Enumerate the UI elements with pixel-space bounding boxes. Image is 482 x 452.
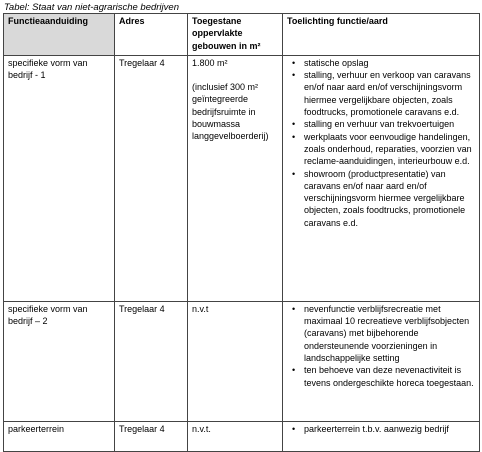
header-area: Toegestane oppervlakte gebouwen in m²	[188, 14, 283, 56]
table-caption: Tabel: Staat van niet-agrarische bedrijven	[4, 2, 179, 13]
list-item: • showroom (productpresentatie) van caravans en/of naar aard en/of verschijningsvorm hiermee vergelijkbare objecten, zoals foodtrucks, promotionele caravans e.d.	[287, 168, 476, 229]
cell-area	[188, 55, 283, 301]
cell-function: parkeerterrein	[4, 421, 115, 451]
area-note: (inclusief 300 m² geïntegreerde bedrijfsruimte in bouwmassa langgevelboerderij)	[192, 82, 269, 142]
table-header-row	[4, 14, 480, 56]
list-item: • nevenfunctie verblijfsrecreatie met maximaal 10 recreatieve verblijfsobjecten (caravans) met bijbehorende ondersteunende voorzieningen in landschappelijke setting	[287, 303, 476, 364]
table-row	[4, 55, 480, 301]
header-address: Adres	[115, 14, 188, 56]
cell-address: Tregelaar 4	[115, 301, 188, 421]
list-item: • ten behoeve van deze nevenactiviteit is tevens ondergeschikte horeca toegestaan.	[287, 364, 476, 389]
explanation-list	[287, 423, 476, 435]
list-item: • parkeerterrein t.b.v. aanwezig bedrijf	[287, 423, 476, 435]
table-row	[4, 421, 480, 451]
cell-area: n.v.t	[188, 301, 283, 421]
cell-address: Tregelaar 4	[115, 421, 188, 451]
cell-explanation	[283, 421, 480, 451]
list-item: • stalling en verhuur van trekvoertuigen	[287, 118, 476, 130]
cell-explanation	[283, 301, 480, 421]
header-function: Functieaanduiding	[4, 14, 115, 56]
cell-function: specifieke vorm van bedrijf - 1	[4, 55, 115, 301]
cell-explanation	[283, 55, 480, 301]
explanation-list	[287, 303, 476, 389]
cell-address: Tregelaar 4	[115, 55, 188, 301]
explanation-list	[287, 57, 476, 229]
cell-area: n.v.t.	[188, 421, 283, 451]
list-item: • werkplaats voor eenvoudige handelingen, zoals onderhoud, reparaties, voorzien van reclame-aanduidingen, interieurbouw e.d.	[287, 131, 476, 168]
header-explanation: Toelichting functie/aard	[283, 14, 480, 56]
list-item: • stalling, verhuur en verkoop van caravans en/of naar aard en/of verschijningsvorm hiermee vergelijkbare objecten, zoals foodtrucks, promotionele caravans e.d.	[287, 69, 476, 118]
table-row	[4, 301, 480, 421]
non-agricultural-businesses-table	[3, 13, 480, 452]
list-item: • statische opslag	[287, 57, 476, 69]
cell-function: specifieke vorm van bedrijf – 2	[4, 301, 115, 421]
area-value: 1.800 m²	[192, 57, 228, 68]
